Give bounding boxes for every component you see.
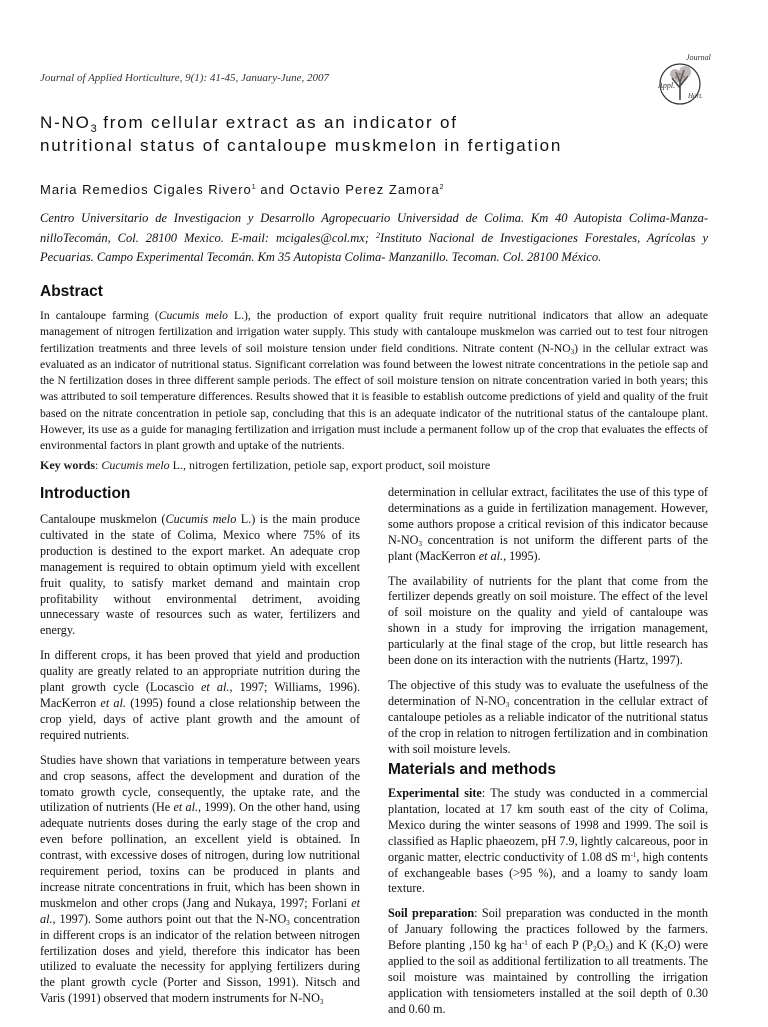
- right-column-methods: [388, 786, 708, 1027]
- journal-citation: Journal of Applied Horticulture, 9(1): 41-45, January-June, 2007: [40, 72, 330, 84]
- abstract-body: In cantaloupe farming (Cucumis melo L.), the production of export quality fruit require nutritional indicators that allow an adequate management of nitrogen fertilization and irrigation water supply. This study with cantaloupe muskmelon was carried out to test four nitrogen fertilization treatments and three levels of soil moisture tension under field conditions. Nitrate content $(N-NO_3)$ in the cellular extract was evaluated as an indicator of nutritional status. Significant correlation was found between the lowest nitrate concentrations in the petiole sap and the N fertilization doses in three different sample periods. The effect of soil moisture tension on nitrate concentration varied in both years; this was attributed to soil temperature differences. Results showed that it is feasible to establish outcome predictions of yield and quality of the fruit based on the nitrate concentration in petiole sap, concluding that this is an adequate indicator of the nutritional status of the cantaloupe plant. However, its use as a guide for managing fertilization and irrigation must include a permanent follow up of the crop that evaluates the effects of environmental factors in plant growth and uptake of the nutrients.: [40, 309, 708, 453]
- methods-paragraph: Experimental site: The study was conducted in a commercial plantation, located at 17 km south east of the city of Colima, Mexico during the winter seasons of 1998 and 1999. The soil is classified as Haplic phaeozem, pH 7.9, lightly calcareous, poor in organic matter, electric conductivity of 1.08 dS $m^{-1}$, high contents of exchangeable bases (>95 %), and a loamy to sandy loam texture.: [388, 786, 708, 896]
- intro-paragraph: In different crops, it has been proved that yield and production quality are greatly related to an appropriate nutrition during the plant growth cycle (Locascio et al., 1997; Williams, 1996). MacKerron et al. (1995) found a close relationship between the crop yield, days of active plant growth and the amount of required nutrients.: [40, 648, 361, 742]
- intro-paragraph: The objective of this study was to evaluate the usefulness of the determination of $N-NO_3$ concentration in the cellular extract of cantaloupe petioles as a reliable indicator of the nutritional status of the crop in relation to nitrogen fertilization and in combination with soil moisture levels.: [388, 677, 708, 756]
- affiliation: Centro Universitario de Investigacion y Desarrollo Agropecuario Universidad de Colima. Km 40 Autopista Colima-Manza-nilloTecomán, Col. 28100 Mexico. E-mail: mcigales@col.mx; $^2$Instituto Nacional de Investigaciones Forestales, Agrícolas y Pecuarias. Campo Experimental Tecomán. Km 35 Autopista Colima- Manzanillo. Tecoman. Col. 28100 México.: [40, 211, 708, 264]
- introduction-heading: Introduction: [40, 485, 131, 502]
- logo-text-right: Hort.: [688, 92, 703, 100]
- intro-paragraph: Cantaloupe muskmelon (Cucumis melo L.) is the main produce cultivated in the state of Colima, Mexico where 75% of its production is destined to the export market. An adequate crop management is required to obtain optimum yield with excellent fruit quality, to satisfy market demand and maintain crop profitability without environmental detriment, avoiding unnecessary waste of resources such as water, fertilizers and energy.: [40, 512, 360, 638]
- abstract-heading: Abstract: [40, 283, 103, 300]
- logo-text-top: Journal: [686, 53, 711, 62]
- article-title: $N-NO_3$ from cellular extract as an indicator of nutritional status of cantaloupe muskmelon in fertigation: [40, 113, 563, 155]
- right-column-intro: [388, 485, 708, 767]
- intro-paragraph: Studies have shown that variations in temperature between years and crop seasons, affect the development and duration of the tomato growth cycle, consequently, the uptake rate, and the utilization of nutrients (He et al., 1999). On the other hand, using adequate nutrients doses during the early stage of the crop and even before pollination, an excellent yield is obtained. In contrast, with excessive doses of nitrogen, during low nutritional requirement period, toxins can be produced in plants and increase nitrate concentrations in fruit, which has been shown in muskmelon and other crops (Jang and Nukaya, 1997; Forlani et al., 1997). Some authors point out that the $N-NO_3$ concentration in different crops is an indicator of the relation between nitrogen fertilization doses and yield, therefore this indicator has been utilized to evaluate the necessity for applying fertilizers during the plant growth cycle (Porter and Sisson, 1991). Nitsch and Varis (1991) observed that modern instruments for $N-NO_3$: [40, 752, 361, 1007]
- logo-text-left: Appl.: [658, 81, 676, 90]
- left-column: [40, 512, 360, 1016]
- methods-paragraph: Soil preparation: Soil preparation was conducted in the month of January following the practices followed by the farmers. Before planting ,150 kg $ha^{-1}$ of each P $(P_2O_5)$ and K $(K_2O)$ were applied to the soil as additional fertilization to all treatments. The soil moisture was maintained by controlling the irrigation application with tensiometers installed at the soil depth of 0.30 and 0.60 m.: [388, 906, 709, 1016]
- journal-logo-icon: [648, 48, 712, 112]
- authors: Maria Remedios Cigales Rivero$^1$ and Octavio Perez Zamora$^2$: [40, 182, 444, 197]
- intro-paragraph: The availability of nutrients for the plant that come from the fertilizer depends greatly on soil moisture. The effect of the level of soil moisture on the quality and yield of cantaloupe was shown in a study for improving the irrigation management, particularly at the final stage of the crop, but little research has been done on its interaction with the nutrients (Hartz, 1997).: [388, 573, 708, 668]
- author-1: Maria Remedios Cigales Rivero: [40, 182, 252, 197]
- methods-heading: Materials and methods: [388, 761, 556, 778]
- intro-paragraph: determination in cellular extract, facilitates the use of this type of determinations as a guide in fertilization management. However, some authors propose a critical revision of this indicator because $N-NO_3$ concentration is not uniform the different parts of the plant (MacKerron et al., 1995).: [388, 485, 708, 563]
- keywords: Key words: Cucumis melo L., nitrogen fertilization, petiole sap, export product, soil moisture: [40, 458, 491, 472]
- author-2: Octavio Perez Zamora: [289, 182, 440, 197]
